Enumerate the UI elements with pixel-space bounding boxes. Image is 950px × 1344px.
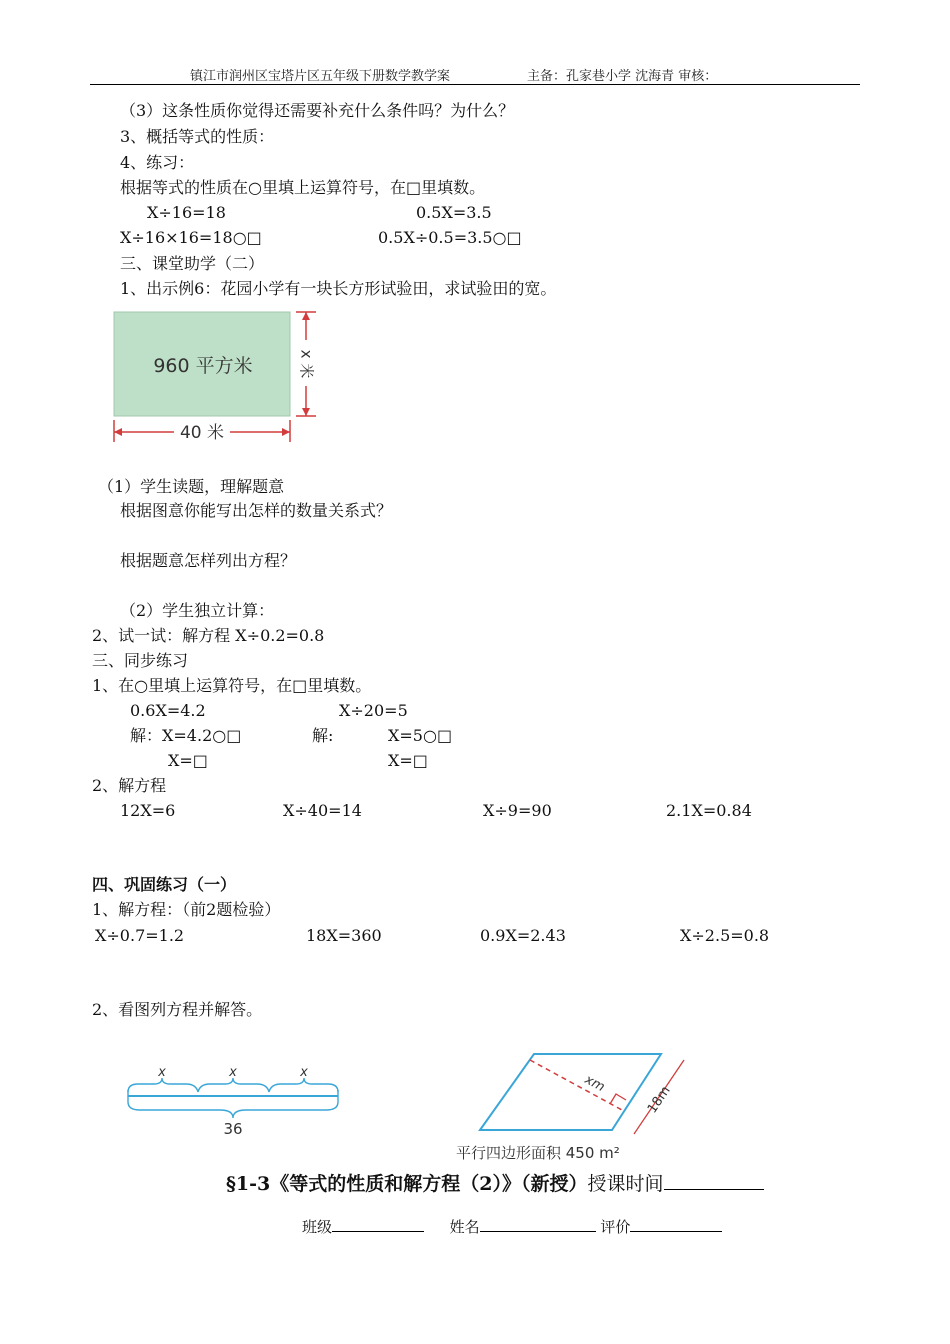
equation: X÷0.7=1.2	[95, 926, 185, 945]
section-heading: 三、同步练习	[92, 651, 189, 670]
equation: 18X=360	[306, 926, 382, 945]
solution-step: X=5○□	[388, 726, 453, 745]
arrow-down-icon	[302, 408, 310, 416]
solution-label: 解:	[312, 726, 334, 745]
field-width-label: 40 米	[179, 423, 225, 443]
section-heading: 四、巩固练习（一）	[92, 875, 237, 894]
step-4: 4、练习：	[120, 153, 195, 172]
class-time-blank	[664, 1171, 764, 1190]
consolidation-2: 2、看图列方程并解答。	[92, 1000, 263, 1019]
part-1: （1）学生读题，理解题意	[98, 477, 285, 496]
total-label: 36	[223, 1120, 243, 1138]
top-braces	[128, 1078, 338, 1092]
evaluation-blank[interactable]	[630, 1216, 722, 1232]
header-left: 镇江市润州区宝塔片区五年级下册数学教学案	[190, 69, 451, 84]
arrow-up-icon	[302, 312, 310, 320]
equation: 2.1X=0.84	[666, 801, 752, 820]
equation: 12X=6	[120, 801, 176, 820]
name-label: 姓名	[449, 1218, 480, 1236]
equation: X÷2.5=0.8	[680, 926, 770, 945]
solution-result: X=□	[168, 751, 208, 770]
height-line	[530, 1060, 622, 1110]
equation: 0.5X÷0.5=3.5○□	[378, 228, 522, 247]
evaluation-label: 评价	[600, 1218, 631, 1236]
header-right: 主备：孔家巷小学 沈海青 审核：	[527, 69, 718, 84]
step-3: 3、概括等式的性质：	[120, 127, 275, 146]
segment-label: x	[158, 1065, 166, 1080]
field-height-label: x 米	[297, 349, 316, 379]
part-1-question-2: 根据题意怎样列出方程？	[120, 551, 297, 570]
solution-step: 解：X=4.2○□	[130, 726, 242, 745]
part-1-question-1: 根据图意你能写出怎样的数量关系式？	[120, 501, 393, 520]
class-label: 班级	[302, 1218, 333, 1236]
arrow-right-icon	[282, 428, 290, 436]
name-blank[interactable]	[480, 1216, 596, 1232]
instruction: 根据等式的性质在○里填上运算符号，在□里填数。	[120, 178, 486, 197]
right-angle-mark	[610, 1094, 626, 1104]
example-6: 1、出示例6：花园小学有一块长方形试验田，求试验田的宽。	[120, 279, 557, 298]
consolidation-1: 1、解方程：（前2题检验）	[92, 900, 281, 919]
equation: X÷16=18	[147, 203, 226, 222]
side-label: 18m	[644, 1083, 674, 1117]
field-area-label: 960 平方米	[153, 355, 253, 377]
segment-label: x	[229, 1065, 237, 1080]
header-rule	[90, 84, 860, 85]
rectangle-field-figure	[108, 308, 328, 448]
part-2: （2）学生独立计算：	[120, 601, 275, 620]
equation: 0.5X=3.5	[416, 203, 492, 222]
equation: X÷9=90	[483, 801, 552, 820]
solve-heading: 2、解方程	[92, 776, 167, 795]
section-heading: 三、课堂助学（二）	[120, 254, 265, 273]
brace-segment-figure	[120, 1062, 342, 1142]
student-info-row	[302, 1216, 722, 1237]
try-it: 2、试一试：解方程 X÷0.2=0.8	[92, 626, 325, 645]
class-blank[interactable]	[332, 1216, 424, 1232]
height-label: xm	[582, 1072, 608, 1096]
equation: X÷20=5	[339, 701, 408, 720]
equation: 0.6X=4.2	[130, 701, 206, 720]
lesson-title-main: §1-3《等式的性质和解方程（2）》（新授）	[226, 1173, 588, 1195]
area-caption: 平行四边形面积 450 m²	[456, 1144, 620, 1162]
equation: 0.9X=2.43	[480, 926, 566, 945]
arrow-left-icon	[114, 428, 122, 436]
lesson-title	[226, 1171, 764, 1196]
parallelogram-figure	[448, 1048, 688, 1168]
bottom-brace	[128, 1102, 338, 1118]
solution-result: X=□	[388, 751, 428, 770]
class-time-label: 授课时间	[587, 1173, 664, 1195]
segment-label: x	[300, 1065, 308, 1080]
question-3: （3）这条性质你觉得还需要补充什么条件吗？为什么？	[120, 101, 515, 120]
sync-exercise-1: 1、在○里填上运算符号，在□里填数。	[92, 676, 372, 695]
equation: X÷16×16=18○□	[120, 228, 262, 247]
parallelogram	[480, 1054, 661, 1130]
equation: X÷40=14	[283, 801, 362, 820]
